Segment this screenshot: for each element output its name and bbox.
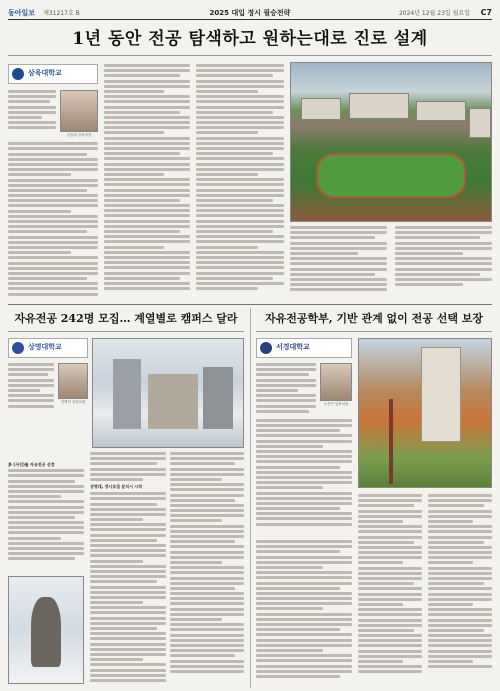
main-headline: 1년 동안 전공 탐색하고 원하는대로 진로 설계 bbox=[8, 22, 492, 56]
newspaper-brand: 동아일보 bbox=[8, 7, 36, 17]
left-section-title: 多 (사진)를 자유전공 선정 bbox=[8, 462, 55, 467]
left-article-body-2 bbox=[90, 452, 166, 688]
page-number: C7 bbox=[480, 8, 492, 17]
portrait-caption: 김성희 입학처장 bbox=[66, 133, 92, 137]
portrait-caption: 정맥진 입학처장 bbox=[60, 400, 86, 404]
article1-body-text-3 bbox=[196, 64, 284, 290]
emblem-icon bbox=[12, 342, 24, 354]
left-article-intro bbox=[8, 338, 88, 458]
article1-column-2 bbox=[104, 64, 190, 300]
admissions-head-portrait bbox=[320, 363, 352, 401]
admissions-head-portrait bbox=[58, 363, 88, 399]
portrait-caption: 오종인 입학처장 bbox=[323, 402, 349, 406]
article1-body-text bbox=[8, 142, 98, 295]
right-article-body-1 bbox=[256, 540, 352, 688]
article1-column-1 bbox=[8, 64, 98, 300]
publication-date: 2024년 12월 23일 월요일 bbox=[398, 10, 470, 17]
left-section-title-2: 상명대, 정시모집 분석시 시작 bbox=[90, 483, 143, 489]
university-logo-text: 서경대학교 bbox=[276, 343, 310, 352]
admissions-head-portrait bbox=[60, 90, 98, 132]
right-article-headline: 자유전공학부, 기반 관계 없이 전공 선택 보장 bbox=[256, 306, 492, 332]
university-logo-text: 삼육대학교 bbox=[28, 69, 62, 78]
left-article-headline: 자유전공 242명 모집… 계열별로 캠퍼스 달라 bbox=[8, 306, 244, 332]
university-logo bbox=[256, 338, 352, 358]
article1-column-4 bbox=[290, 226, 492, 302]
university-logo bbox=[8, 64, 98, 84]
column-divider bbox=[250, 308, 251, 688]
article1-intro-text bbox=[8, 90, 56, 138]
emblem-icon bbox=[260, 342, 272, 354]
section-divider bbox=[8, 304, 492, 305]
masthead bbox=[8, 6, 492, 20]
left-article-body-1 bbox=[8, 462, 84, 572]
section-title: 2025 대입 정시 필승전략 bbox=[209, 8, 291, 17]
article1-body-text-2 bbox=[104, 64, 190, 290]
university-logo-text: 상명대학교 bbox=[28, 343, 62, 352]
article1-column-3 bbox=[196, 64, 284, 300]
campus-aerial-photo bbox=[290, 62, 492, 222]
right-article-intro bbox=[256, 338, 352, 538]
snowy-campus-photo bbox=[92, 338, 244, 448]
issue-number: 제31217호 B bbox=[43, 10, 80, 17]
university-logo bbox=[8, 338, 88, 358]
campus-garden-photo bbox=[358, 338, 492, 488]
left-article-body-3 bbox=[170, 452, 244, 688]
emblem-icon bbox=[12, 68, 24, 80]
right-article-body-2 bbox=[358, 494, 492, 688]
winter-statue-photo bbox=[8, 576, 84, 684]
